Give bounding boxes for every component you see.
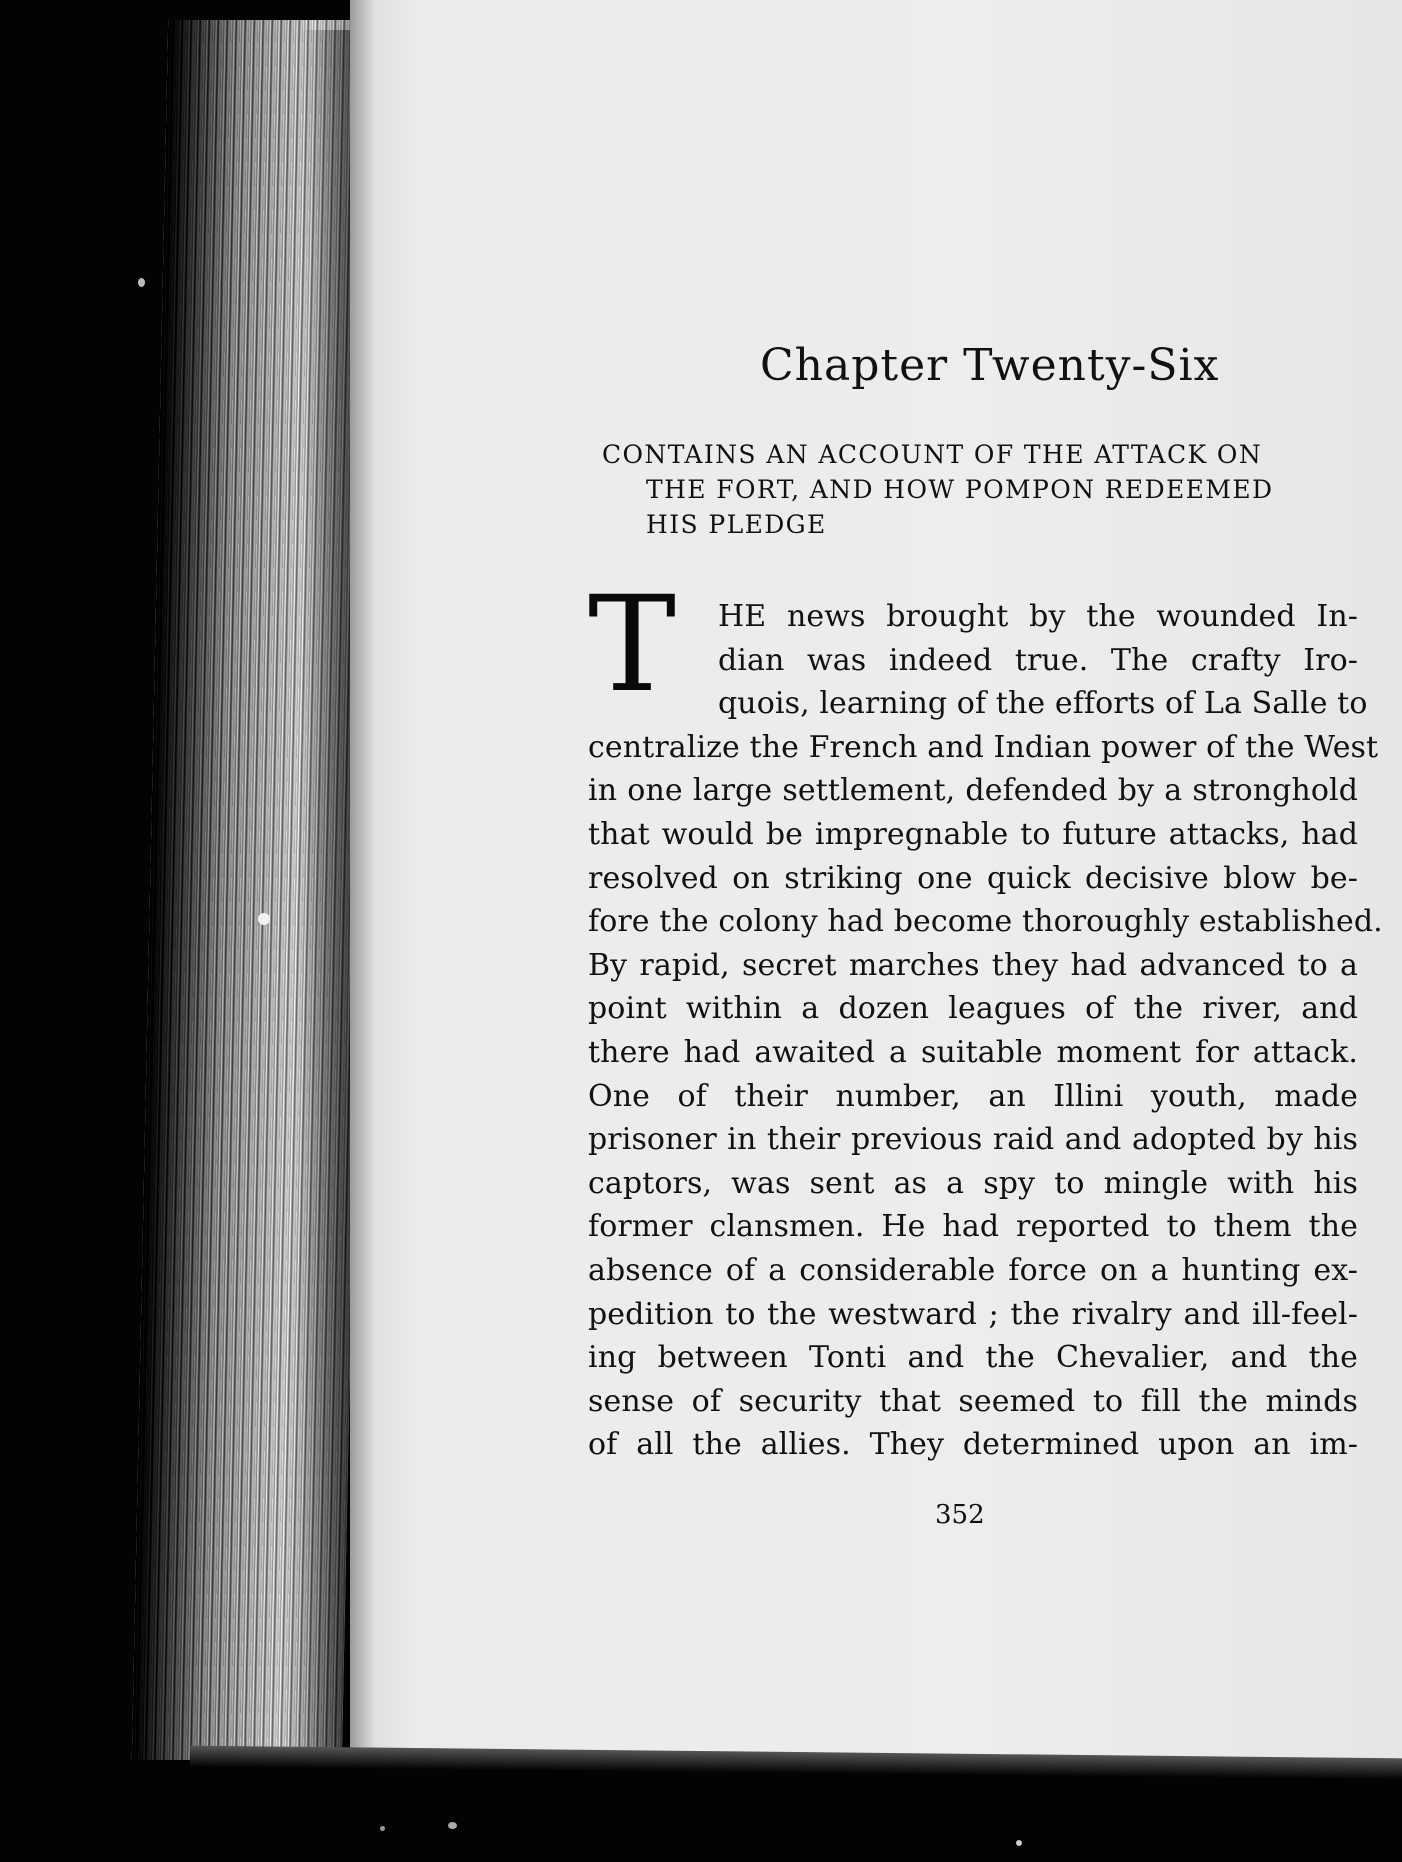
dust-speck	[448, 1822, 457, 1829]
body-line: prisoner in their previous raid and adopted by his	[588, 1122, 1358, 1158]
drop-cap: T	[588, 568, 677, 722]
body-line: that would be impregnable to future attacks, had	[588, 816, 1358, 852]
body-line: sense of security that seemed to fill the minds	[588, 1383, 1358, 1419]
dust-speck	[138, 278, 145, 287]
body-line: HE news brought by the wounded In-	[718, 599, 1358, 634]
dust-speck	[380, 1826, 385, 1831]
chapter-summary	[602, 437, 1362, 542]
body-line: One of their number, an Illini youth, made	[588, 1078, 1358, 1114]
body-line: resolved on striking one quick decisive blow be-	[588, 860, 1358, 896]
body-line: dian was indeed true. The crafty Iro-	[718, 642, 1358, 678]
dust-speck	[1016, 1840, 1022, 1846]
body-line: in one large settlement, defended by a stronghold	[588, 773, 1358, 809]
chapter-summary-line: THE FORT, AND HOW POMPON REDEEMED	[646, 475, 1274, 504]
body-line: of all the allies. They determined upon an im-	[588, 1427, 1358, 1463]
body-line: By rapid, secret marches they had advanced to a	[588, 947, 1358, 983]
body-line: former clansmen. He had reported to them the	[588, 1209, 1358, 1245]
chapter-title: Chapter Twenty-Six	[760, 340, 1220, 391]
body-line: quois, learning of the efforts of La Salle to	[718, 686, 1368, 722]
chapter-summary-line: CONTAINS AN ACCOUNT OF THE ATTACK ON	[602, 440, 1263, 469]
body-line: there had awaited a suitable moment for attack.	[588, 1034, 1358, 1070]
chapter-summary-line: HIS PLEDGE	[646, 510, 827, 539]
body-line: absence of a considerable force on a hunting ex-	[588, 1252, 1358, 1288]
body-text	[588, 595, 1383, 1467]
body-line: pedition to the westward ; the rivalry and ill-feel-	[588, 1296, 1358, 1332]
body-line: ing between Tonti and the Chevalier, and the	[588, 1340, 1358, 1376]
dust-speck	[258, 913, 270, 925]
body-line: point within a dozen leagues of the river, and	[588, 991, 1358, 1027]
body-line: fore the colony had become thoroughly established.	[588, 904, 1383, 940]
body-line: captors, was sent as a spy to mingle with his	[588, 1165, 1358, 1201]
body-line: centralize the French and Indian power of the West	[588, 729, 1379, 765]
page-number: 352	[935, 1500, 985, 1530]
